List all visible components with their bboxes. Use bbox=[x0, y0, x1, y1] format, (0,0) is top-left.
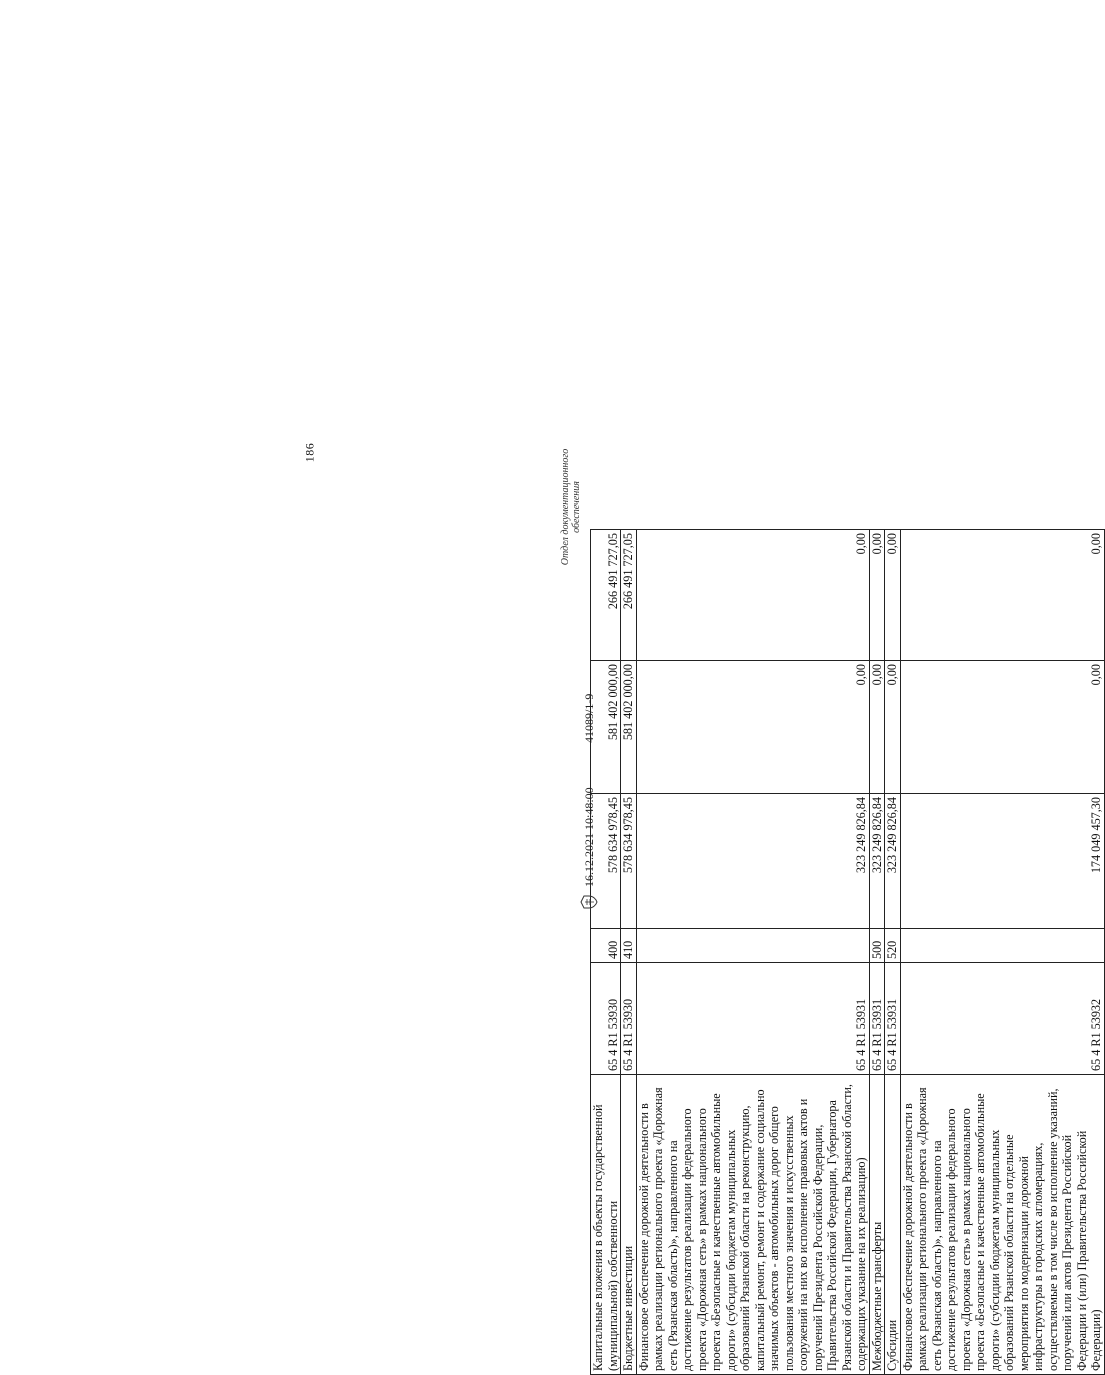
amount-year-3: 0,00 bbox=[869, 530, 885, 661]
row-name: Финансовое обеспечение дорожной деятельности в рамках реализации регионального проекта «Дорожная сеть (Рязанская область)», направленного на достижение результатов реализации федерального проекта «Дорожная сеть» в рамках национального проекта «Безопасные и качественные автомобильные дороги» (субсидии бюджетам муниципальных образований Рязанской области на отдельные мероприятия по модернизации дорожной инфраструктуры в городских агломерациях, осуществляемые в том числе во исполнение указаний, поручений или актов Президента Российской Федерации и (или) Правительства Российской Федерации) bbox=[900, 1075, 1104, 1375]
expense-type bbox=[636, 929, 869, 963]
expense-type bbox=[900, 929, 1104, 963]
amount-year-1: 323 249 826,84 bbox=[885, 794, 901, 929]
row-name: Финансовое обеспечение дорожной деятельности в рамках реализации регионального проекта «Дорожная сеть (Рязанская область)», направленного на достижение результатов реализации федерального проекта «Дорожная сеть» в рамках национального проекта «Безопасные и качественные автомобильные дороги» (субсидии бюджетам муниципальных образований Рязанской области на реконструкцию, капитальный ремонт, ремонт и содержание социально значимых объектов - автомобильных дорог общего пользования местного значения и искусственных сооружений на них во исполнение правовых актов и поручений Президента Российской Федерации, Правительства Российской Федерации, Губернатора Рязанской области и Правительства Рязанской области, содержащих указание на их реализацию) bbox=[636, 1075, 869, 1375]
amount-year-3: 266 491 727,05 bbox=[621, 530, 637, 661]
footer bbox=[546, 0, 626, 905]
amount-year-3: 266 491 727,05 bbox=[591, 530, 621, 661]
amount-year-1: 323 249 826,84 bbox=[869, 794, 885, 929]
table-row bbox=[900, 530, 1104, 1375]
target-code: 65 4 R1 53930 bbox=[591, 963, 621, 1075]
table-row bbox=[869, 530, 885, 1375]
expense-type: 400 bbox=[591, 929, 621, 963]
table-row bbox=[636, 530, 869, 1375]
amount-year-2: 0,00 bbox=[885, 661, 901, 794]
amount-year-2: 0,00 bbox=[900, 661, 1104, 794]
target-code: 65 4 R1 53932 bbox=[900, 963, 1104, 1075]
expense-type: 410 bbox=[621, 929, 637, 963]
amount-year-2: 0,00 bbox=[636, 661, 869, 794]
table-row bbox=[885, 530, 901, 1375]
amount-year-2: 581 402 000,00 bbox=[621, 661, 637, 794]
amount-year-3: 0,00 bbox=[885, 530, 901, 661]
target-code: 65 4 R1 53931 bbox=[885, 963, 901, 1075]
row-name: Межбюджетные трансферты bbox=[869, 1075, 885, 1375]
row-name: Субсидии bbox=[885, 1075, 901, 1375]
coat-of-arms-icon bbox=[580, 893, 598, 911]
row-name: Бюджетные инвестиции bbox=[621, 1075, 637, 1375]
row-name: Капитальные вложения в объекты государственной (муниципальной) собственности bbox=[591, 1075, 621, 1375]
amount-year-1: 174 049 457,30 bbox=[900, 794, 1104, 929]
target-code: 65 4 R1 53931 bbox=[869, 963, 885, 1075]
amount-year-3: 0,00 bbox=[900, 530, 1104, 661]
footer-stamp: Отдел документационного обеспечения bbox=[560, 448, 582, 566]
amount-year-3: 0,00 bbox=[636, 530, 869, 661]
budget-table bbox=[590, 529, 1105, 1375]
amount-year-2: 0,00 bbox=[869, 661, 885, 794]
amount-year-1: 323 249 826,84 bbox=[636, 794, 869, 929]
amount-year-1: 578 634 978,45 bbox=[621, 794, 637, 929]
amount-year-2: 581 402 000,00 bbox=[591, 661, 621, 794]
footer-doc-id: 41089/1-9 bbox=[582, 693, 596, 743]
page-number: 186 bbox=[302, 442, 317, 463]
expense-type: 520 bbox=[885, 929, 901, 963]
rotated-table-container bbox=[590, 530, 1103, 1375]
footer-timestamp: 16.12.2021 10:48:00 bbox=[582, 787, 596, 887]
target-code: 65 4 R1 53931 bbox=[636, 963, 869, 1075]
amount-year-1: 578 634 978,45 bbox=[591, 794, 621, 929]
target-code: 65 4 R1 53930 bbox=[621, 963, 637, 1075]
expense-type: 500 bbox=[869, 929, 885, 963]
